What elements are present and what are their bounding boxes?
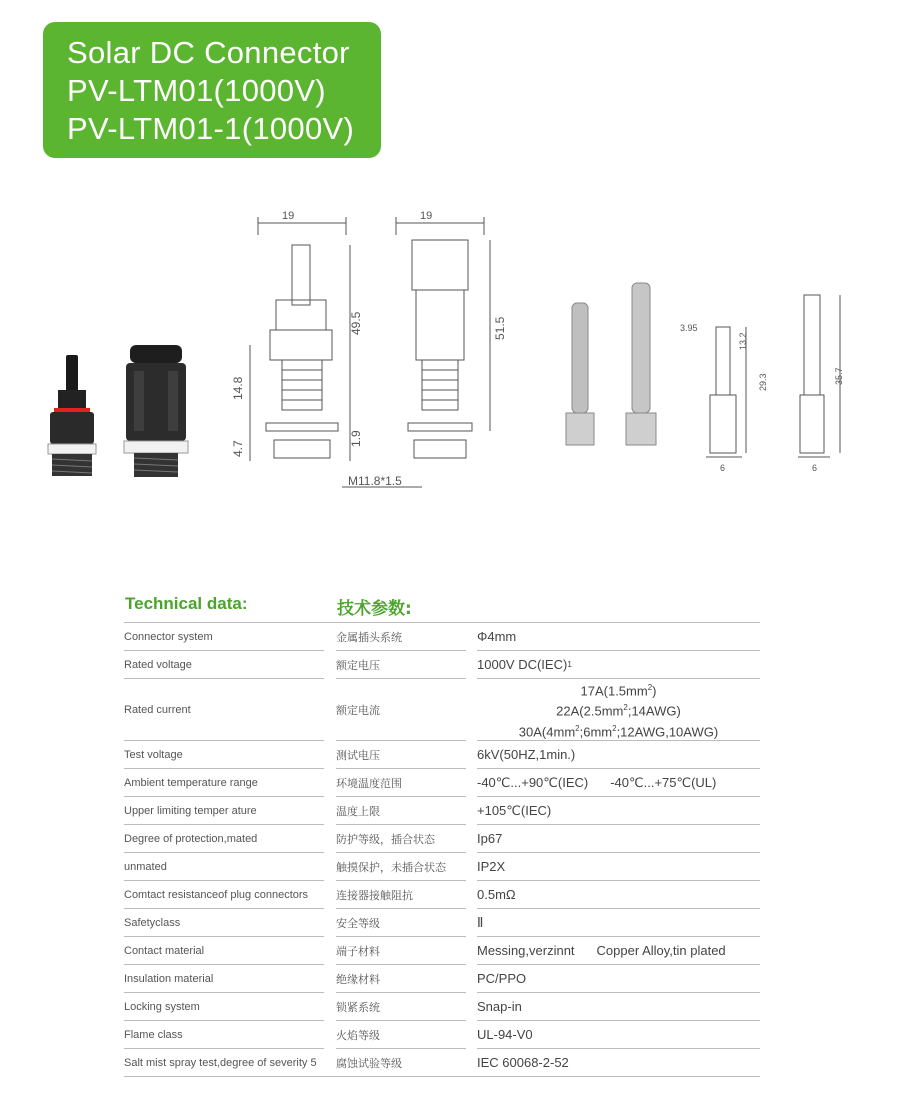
male-connector-drawing — [250, 217, 350, 461]
row-label-cn: 额定电流 — [336, 703, 380, 717]
row-label-cn: 金属插头系统 — [336, 630, 402, 644]
row-value: Ⅱ — [477, 914, 484, 930]
title-line-1: Solar DC Connector — [67, 35, 350, 70]
dim-dia-male: 19 — [282, 210, 295, 222]
row-value: Snap-in — [477, 999, 522, 1014]
heading-technical-data: Technical data: — [125, 594, 248, 613]
technical-drawings — [30, 195, 870, 495]
table-row — [124, 678, 760, 740]
row-value: 1000V DC(IEC) 1 — [477, 657, 572, 672]
row-value: Ip67 — [477, 831, 503, 846]
dim-pin-base-dia: 6 — [720, 463, 726, 473]
row-value: +105℃(IEC) — [477, 802, 552, 818]
table-row — [124, 740, 760, 768]
row-value: Φ4mm — [477, 629, 517, 644]
row-label-cn: 安全等级 — [336, 916, 380, 930]
dim-1-9: 1.9 — [349, 430, 363, 447]
pin-contact-photo — [566, 303, 594, 445]
dim-pin-29-3: 29.3 — [758, 373, 768, 391]
dim-thread: M11.8*1.5 — [348, 474, 402, 488]
table-row — [124, 622, 760, 650]
heading-technical-data-cn: 技术参数: — [337, 599, 412, 619]
row-label: Degree of protection,mated — [124, 832, 258, 845]
row-label: Safetyclass — [124, 916, 181, 929]
table-row — [124, 964, 760, 992]
title-line-3: PV-LTM01-1(1000V) — [67, 111, 355, 146]
table-row — [124, 796, 760, 824]
row-label-cn: 绝缘材料 — [336, 972, 380, 986]
table-row — [124, 1048, 760, 1076]
table-row — [124, 936, 760, 964]
table-row — [124, 1020, 760, 1048]
title-line-2: PV-LTM01(1000V) — [67, 73, 326, 108]
row-label-cn: 腐蚀试验等级 — [336, 1056, 402, 1070]
row-value: IP2X — [477, 859, 506, 874]
title-banner — [43, 22, 381, 158]
row-value: UL-94-V0 — [477, 1027, 533, 1042]
row-label: Rated current — [124, 703, 191, 716]
table-row — [124, 908, 760, 936]
row-label: unmated — [124, 860, 167, 873]
table-bottom-border — [124, 1076, 760, 1077]
row-label-cn: 环境温度范围 — [336, 776, 402, 790]
row-value: 0.5mΩ — [477, 887, 516, 902]
table-row — [124, 768, 760, 796]
row-value: PC/PPO — [477, 971, 527, 986]
table-row — [124, 992, 760, 1020]
row-value: -40℃...+90℃(IEC) -40℃...+75℃(UL) — [477, 774, 717, 790]
row-label-cn: 锁紧系统 — [336, 1000, 380, 1014]
spec-table — [124, 622, 760, 1077]
row-value: 6kV(50HZ,1min.) — [477, 747, 576, 762]
row-label-cn: 额定电压 — [336, 658, 380, 672]
dim-dia-female: 19 — [420, 210, 433, 222]
row-label: Locking system — [124, 1000, 200, 1013]
row-label-cn: 温度上限 — [336, 804, 380, 818]
row-value: $17A(1.5mm^2)$ $22A(2.5mm^2;14AWG)$ $30A(4mm^2;6mm^2;12AWG,10AWG)$ — [518, 683, 719, 739]
row-label-cn: 测试电压 — [336, 748, 380, 762]
row-label: Rated voltage — [124, 658, 192, 671]
row-label-cn: 防护等级，插合状态 — [336, 832, 435, 846]
male-connector-photo — [48, 355, 96, 476]
table-row — [124, 824, 760, 852]
section-headings — [0, 594, 900, 620]
row-label-cn: 火焰等级 — [336, 1028, 380, 1042]
dim-socket-35-7: 35.7 — [834, 367, 844, 385]
row-value: Messing,verzinnt Copper Alloy,tin plated — [477, 943, 726, 958]
dim-4-7: 4.7 — [231, 440, 245, 457]
row-label-cn: 端子材料 — [336, 944, 380, 958]
dim-len-female: 51.5 — [493, 316, 507, 340]
row-label: Ambient temperature range — [124, 776, 258, 789]
row-label: Comtact resistanceof plug connectors — [124, 888, 309, 901]
row-label: Connector system — [124, 630, 213, 643]
row-value: IEC 60068-2-52 — [477, 1055, 569, 1070]
row-label: Salt mist spray test,degree of severity 5 — [124, 1056, 317, 1069]
table-row — [124, 852, 760, 880]
female-connector-drawing — [342, 217, 490, 487]
product-figures — [30, 195, 870, 495]
table-row — [124, 650, 760, 678]
dim-len-male: 49.5 — [349, 311, 363, 335]
row-label: Test voltage — [124, 748, 183, 761]
row-label: Upper limiting temper ature — [124, 804, 257, 817]
row-label-cn: 触摸保护，未插合状态 — [336, 860, 446, 874]
table-row — [124, 880, 760, 908]
dim-14-8: 14.8 — [231, 376, 245, 400]
row-label: Contact material — [124, 944, 205, 957]
dim-pin-dia: 3.95 — [680, 323, 698, 333]
dim-pin-13-2: 13.2 — [738, 332, 748, 350]
female-connector-photo — [124, 345, 188, 477]
dim-socket-base-dia: 6 — [812, 463, 818, 473]
row-label: Insulation material — [124, 972, 214, 985]
socket-contact-photo — [626, 283, 656, 445]
row-label-cn: 连接器接触阻抗 — [336, 888, 413, 902]
row-label: Flame class — [124, 1028, 183, 1041]
